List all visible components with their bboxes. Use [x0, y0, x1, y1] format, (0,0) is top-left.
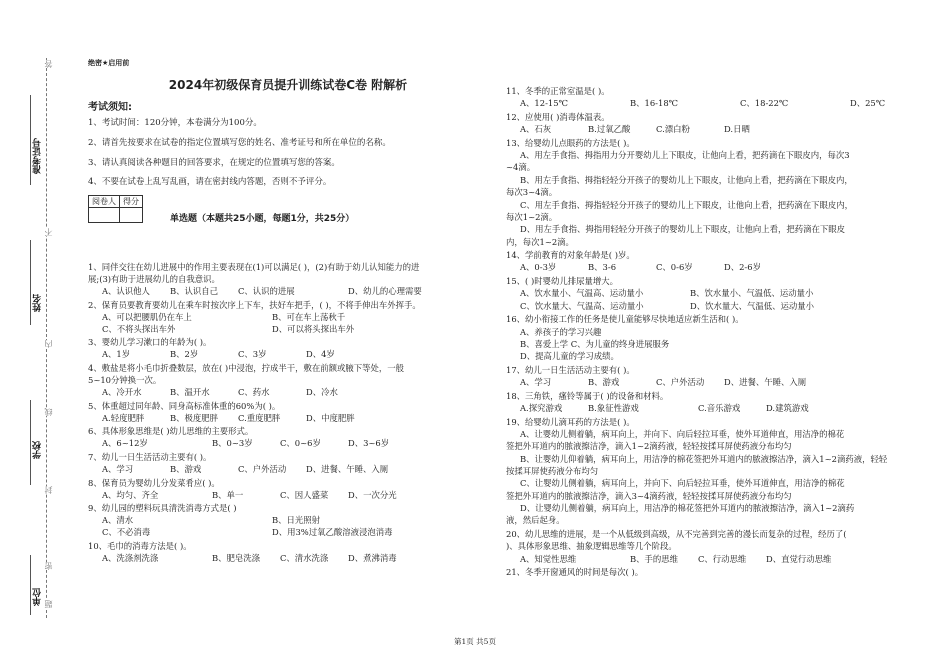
question-stem: 17、幼儿一日生活活动主要有( )。 — [506, 364, 635, 375]
question-13 — [506, 138, 853, 249]
option-d[interactable]: D、用3%过氧乙酸溶液浸泡消毒 — [272, 527, 393, 538]
option-d[interactable]: D、2-6岁 — [724, 262, 761, 273]
option-c[interactable]: C、不将头探出车外 — [102, 323, 176, 334]
option-row — [88, 349, 374, 361]
question-stem: 16、幼小衔接工作的任务是使儿童能够尽快地适应新生活和( )。 — [506, 314, 744, 325]
option-row — [506, 403, 834, 415]
question-text-line: 5~10分钟换一次。 — [88, 375, 162, 386]
option-d[interactable]: D、25℃ — [850, 98, 886, 109]
question-text-line: 每次1~2滴。 — [506, 211, 558, 222]
option-a[interactable]: A、1岁 — [102, 349, 131, 360]
option-b[interactable]: B、可在车上荡秋千 — [272, 311, 346, 322]
notice-item: 2、请首先按要求在试卷的指定位置填写您的姓名、准考证号和所在单位的名称。 — [88, 138, 391, 148]
question-12 — [506, 112, 792, 137]
option-c[interactable]: C、户外活动 — [238, 463, 287, 474]
question-stem: 20、幼儿思维的进展，是一个从低级到高级，从不完善到完善的漫长而复杂的过程，经历了( — [506, 529, 847, 540]
question-stem: 21、冬季开窗通风的时间是每次( )。 — [506, 567, 644, 578]
option-d[interactable]: D、3~6岁 — [348, 438, 390, 449]
option-a[interactable]: A、知觉性思维 — [520, 553, 577, 564]
option-d[interactable]: D、进餐、午睡、入厕 — [306, 463, 389, 474]
option-c[interactable]: C.漂白粉 — [656, 124, 690, 135]
option-c[interactable]: C、3岁 — [238, 349, 267, 360]
question-text-line: A、用左手食指、拇指用力分开婴幼儿上下眼皮，让他向上看，把药滴在下眼皮内，每次3 — [520, 150, 850, 161]
unit-blank[interactable] — [30, 555, 31, 615]
grader-header: 阅卷人 — [89, 196, 120, 208]
question-21 — [506, 567, 643, 579]
option-b[interactable]: B、游戏 — [588, 377, 620, 388]
question-stem: 18、三角铁，瘙铃等属于( )的设备和材料。 — [506, 390, 669, 401]
option-row — [506, 554, 876, 566]
option-c[interactable]: C、清水洗涤 — [280, 552, 329, 563]
option-d[interactable]: D.日晒 — [724, 124, 750, 135]
question-7 — [88, 452, 416, 476]
binding-margin — [0, 0, 60, 671]
question-text-line: D、提高儿童的学习成绩。 — [520, 351, 619, 362]
seal-line — [46, 58, 47, 618]
question-text-line: 按揉耳屏使药液分布均匀 — [506, 466, 599, 477]
question-text-line: 展;(3)有助于进展幼儿的自我意识。 — [88, 274, 220, 285]
notice-heading: 考试须知: — [88, 102, 132, 113]
question-stem: 13、给婴幼儿点眼药的方法是( )。 — [506, 137, 635, 148]
option-b[interactable]: B、16-18℃ — [630, 98, 679, 109]
label-school: 学校 — [33, 441, 43, 459]
grader-cell[interactable] — [89, 208, 120, 223]
option-c[interactable]: C、0~6岁 — [280, 438, 321, 449]
option-a[interactable]: A、6~12岁 — [102, 438, 148, 449]
score-cell[interactable] — [120, 208, 143, 223]
question-15 — [506, 276, 860, 313]
option-row — [88, 553, 416, 565]
option-a[interactable]: A、冷开水 — [102, 387, 142, 398]
option-c[interactable]: C、药水 — [238, 387, 270, 398]
question-5 — [88, 401, 374, 425]
option-b[interactable]: B.象征性游戏 — [588, 403, 639, 414]
question-text-line: 每次3~4滴。 — [506, 187, 558, 198]
seal-char: 内 — [44, 340, 53, 348]
question-text-line: ~4滴。 — [506, 162, 536, 173]
option-b[interactable]: B、认识自己 — [170, 286, 219, 297]
option-d[interactable]: D、冷水 — [306, 387, 338, 398]
notice-item: 3、请认真阅读各种题目的回答要求，在规定的位置填写您的答案。 — [88, 158, 340, 168]
section-heading: 单选题（本题共25小题，每题1分，共25分） — [170, 214, 355, 224]
question-text-line: A、养孩子的学习兴趣 — [520, 326, 602, 337]
option-b[interactable]: B、游戏 — [170, 463, 202, 474]
question-stem: 7、幼儿一日生活活动主要有( )。 — [88, 451, 212, 462]
option-a[interactable]: A、认识他人 — [102, 286, 150, 297]
question-2 — [88, 300, 442, 336]
name-blank[interactable] — [30, 240, 31, 325]
question-text-line: 内，每次1~2滴。 — [506, 236, 574, 247]
option-row — [88, 464, 416, 476]
question-4 — [88, 363, 404, 399]
question-text-line: B、喜爱上学 C、为儿童的终身进展服务 — [520, 338, 670, 349]
page-footer: 第1页 共5页 — [454, 637, 496, 646]
question-stem: 2、保育员要教育要幼儿在乘车时按次序上下车，扶好车把手，( )，不将手伸出车外挥手。 — [88, 299, 421, 310]
option-d[interactable]: D、幼儿的心理需要 — [348, 286, 422, 297]
question-stem: 5、体重超过同年龄、同身高标准体重的60%为( )。 — [88, 400, 281, 411]
option-row — [506, 124, 792, 136]
question-20 — [506, 529, 876, 566]
question-text-line: B、用左手食指、拇指轻轻分开孩子的婴幼儿上下眼皮，让他向上看，把药滴在下眼皮内， — [520, 174, 853, 185]
option-d[interactable]: D、4岁 — [306, 349, 335, 360]
label-exam-number: 准考证号 — [33, 138, 43, 174]
option-row — [506, 288, 860, 300]
option-row — [506, 262, 792, 274]
option-b[interactable]: B、温开水 — [170, 387, 210, 398]
option-b[interactable]: B、饮水量小、气温低、运动量小 — [690, 288, 814, 299]
label-unit: 单位 — [33, 588, 43, 606]
question-stem: 10、毛巾的消毒方法是( )。 — [88, 540, 192, 551]
option-row — [506, 98, 918, 110]
question-stem: 4、敷盐是将小毛巾折叠数层，放在( )中浸泡，拧成半干，敷在前额或腋下等处，一般 — [88, 363, 405, 373]
option-row — [88, 324, 442, 336]
option-a[interactable]: A、石灰 — [520, 124, 552, 135]
option-row — [88, 438, 416, 450]
question-text-line: B、让婴幼儿仰着躺，病耳向上，用洁净的棉花签把外耳道内的脓液擦洁净，滴入1~2滴药液，轻轻 — [520, 453, 888, 464]
question-stem: 19、给婴幼儿滴耳药的方法是( )。 — [506, 416, 635, 427]
question-text-line: 签把外耳道内的脓液擦洁净，滴入3~4滴药液，轻轻按揉耳屏使药液分布均匀 — [506, 490, 792, 501]
option-d[interactable]: D、煮沸消毒 — [348, 552, 397, 563]
question-stem: 8、保育员为婴幼儿分发菜肴应( )。 — [88, 477, 220, 488]
question-text-line: A、让婴幼儿侧着躺，病耳向上，并向下、向后轻拉耳垂，使外耳道伸直，用洁净的棉花 — [520, 429, 845, 440]
question-text-line: D、用左手食指、拇指用轻轻分开孩子的婴幼儿上下眼皮，让他向上看，把药滴在下眼皮 — [520, 224, 845, 235]
seal-char: 封 — [44, 486, 53, 494]
question-stem: 15、( )时婴幼儿排尿量增大。 — [506, 276, 618, 287]
option-d[interactable]: D、可以将头探出车外 — [272, 323, 355, 334]
option-a[interactable]: A、洗涤剂洗涤 — [102, 552, 159, 563]
option-a[interactable]: A.探究游戏 — [520, 403, 563, 414]
option-c[interactable]: C、认识的进展 — [238, 286, 295, 297]
seal-char: 不 — [44, 228, 53, 236]
option-c[interactable]: C、0-6岁 — [656, 262, 693, 273]
question-text-line: C、让婴幼儿侧着躺，病耳向上，并向下、向后轻拉耳垂，使外耳道伸直，用洁净的棉花 — [520, 478, 845, 489]
option-row — [88, 286, 458, 298]
option-b[interactable]: B、手的思维 — [630, 553, 679, 564]
option-d[interactable]: D、进餐、午睡、入厕 — [724, 377, 807, 388]
option-row — [88, 515, 442, 527]
option-d[interactable]: D、饮水量大、气温低、运动量小 — [690, 300, 814, 311]
option-b[interactable]: B、极度肥胖 — [170, 412, 219, 423]
question-19 — [506, 417, 887, 528]
question-3 — [88, 337, 374, 361]
question-stem: 14、学前教育的对象年龄是( )岁。 — [506, 250, 635, 261]
option-row — [88, 387, 404, 399]
option-c[interactable]: C、饮水量大、气温高、运动量小 — [520, 300, 644, 311]
question-11 — [506, 86, 918, 111]
question-1 — [88, 262, 458, 298]
option-c[interactable]: C、因人盛菜 — [280, 489, 329, 500]
option-row — [88, 312, 442, 324]
option-b[interactable]: B、单一 — [212, 489, 244, 500]
option-row — [88, 413, 374, 425]
option-row — [506, 301, 860, 313]
exam-title: 2024年初级保育员提升训练试卷C卷 附解析 — [168, 78, 408, 92]
question-18 — [506, 391, 834, 416]
question-8 — [88, 478, 416, 502]
question-stem: 11、冬季的正常室温是( )。 — [506, 86, 610, 96]
question-stem: 3、婴幼儿学习漱口的年龄为( )。 — [88, 337, 212, 348]
option-d[interactable]: D、中度肥胖 — [306, 412, 355, 423]
seal-char: 答 — [44, 60, 53, 68]
option-row — [506, 377, 834, 389]
option-c[interactable]: C、不必消毒 — [102, 527, 151, 538]
seal-char: 题 — [44, 600, 53, 608]
option-a[interactable]: A、0-3岁 — [520, 262, 557, 273]
option-b[interactable]: B、肥皂洗涤 — [212, 552, 261, 563]
option-b[interactable]: B.过氧乙酸 — [588, 124, 631, 135]
question-16 — [506, 314, 744, 363]
question-text-line: 液，然后起身。 — [506, 515, 565, 526]
option-a[interactable]: A、饮水量小、气温高、运动量小 — [520, 288, 644, 299]
option-d[interactable]: D、一次分光 — [348, 489, 397, 500]
score-header: 得分 — [120, 196, 143, 208]
confidential-mark: 绝密★启用前 — [88, 59, 130, 67]
option-a[interactable]: A、12-15℃ — [520, 98, 568, 109]
question-text-line: D、让婴幼儿侧着躺，病耳向上，用洁净的棉花签把外耳道内的脓液擦洁净，滴入1~2滴药 — [520, 503, 855, 514]
notice-item: 1、考试时间：120分钟，本卷满分为100分。 — [88, 118, 262, 128]
option-a[interactable]: A、学习 — [520, 377, 552, 388]
option-a[interactable]: A、可以把腰肌仍在车上 — [102, 311, 192, 322]
option-c[interactable]: C、18-22℃ — [740, 98, 789, 109]
option-a[interactable]: A、清水 — [102, 515, 134, 526]
option-row — [88, 490, 416, 502]
option-b[interactable]: B、3-6 — [588, 262, 617, 273]
question-6 — [88, 426, 416, 450]
option-c[interactable]: C.重度肥胖 — [238, 412, 281, 423]
option-c[interactable]: C、户外活动 — [656, 377, 705, 388]
option-d[interactable]: D、直觉行动思维 — [766, 553, 832, 564]
question-9 — [88, 503, 442, 539]
question-stem: 1、同伴交往在幼儿进展中的作用主要表现在(1)可以满足( )，(2)有助于幼儿认知能力的进 — [88, 262, 420, 272]
question-stem: 9、幼儿园的塑料玩具清洗消毒方式是( ) — [88, 503, 237, 514]
option-a[interactable]: A、均匀、齐全 — [102, 489, 159, 500]
label-name: 姓名 — [33, 294, 43, 312]
option-b[interactable]: B、日光照射 — [272, 515, 321, 526]
question-text-line: )、具体形象思维、抽象逻辑思维等几个阶段。 — [506, 541, 677, 552]
score-box — [88, 195, 143, 223]
option-c[interactable]: C、行动思维 — [698, 553, 747, 564]
option-a[interactable]: A.轻度肥胖 — [102, 412, 145, 423]
question-stem: 6、具体形象思维是( )幼儿思维的主要形式。 — [88, 426, 254, 437]
question-stem: 12、应使用( )消毒体温表。 — [506, 111, 610, 122]
seal-char: 线 — [44, 408, 53, 416]
seal-char: 密 — [44, 562, 53, 570]
option-row — [88, 527, 442, 539]
option-c[interactable]: C.音乐游戏 — [698, 403, 741, 414]
notice-item: 4、不要在试卷上乱写乱画，请在密封线内答题，否则不予评分。 — [88, 177, 332, 187]
question-text-line: 签把外耳道内的脓液擦洁净，滴入1~2滴药液，轻轻按揉耳屏使药液分布均匀 — [506, 441, 792, 452]
question-10 — [88, 541, 416, 565]
option-b[interactable]: B、0~3岁 — [212, 438, 253, 449]
option-b[interactable]: B、2岁 — [170, 349, 199, 360]
question-text-line: C、用左手食指、拇指轻轻分开孩子的婴幼儿上下眼皮，让他向上看，把药滴在下眼皮内， — [520, 199, 854, 210]
question-17 — [506, 365, 834, 390]
question-14 — [506, 250, 792, 275]
option-d[interactable]: D.建筑游戏 — [766, 403, 809, 414]
option-a[interactable]: A、学习 — [102, 463, 134, 474]
